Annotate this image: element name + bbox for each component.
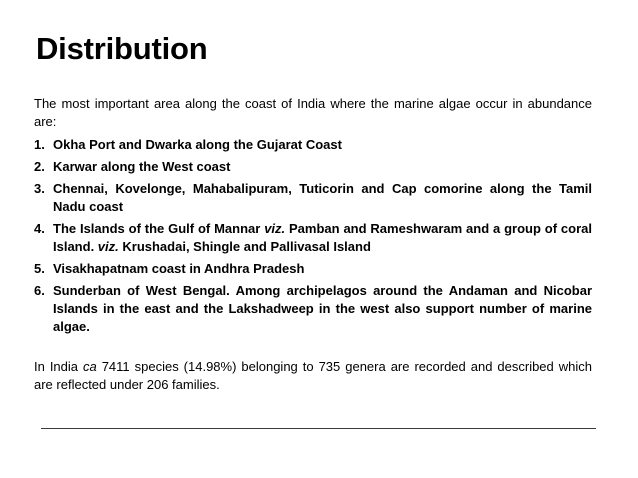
list-item xyxy=(34,136,592,154)
list-item-text: Chennai, Kovelonge, Mahabalipuram, Tuticorin and Cap comorine along the Tamil Nadu coast xyxy=(53,181,592,214)
intro-paragraph: The most important area along the coast of India where the marine algae occur in abundance are: xyxy=(34,96,592,129)
list-item-text: The Islands of the Gulf of Mannar viz. Pamban and Rameshwaram and a group of coral Island. viz. Krushadai, Shingle and Pallivasal Island xyxy=(53,221,592,254)
list-item xyxy=(34,260,592,278)
distribution-list xyxy=(34,136,592,336)
list-item-text: Visakhapatnam coast in Andhra Pradesh xyxy=(53,261,305,276)
list-item-number: 3. xyxy=(34,181,45,196)
slide-content xyxy=(34,95,592,394)
viz-abbrev: viz. xyxy=(97,239,119,254)
list-item xyxy=(34,282,592,336)
list-item-number: 5. xyxy=(34,261,45,276)
list-item xyxy=(34,158,592,176)
list-item xyxy=(34,180,592,216)
circa-abbrev: ca xyxy=(82,359,97,374)
list-item-text: Karwar along the West coast xyxy=(53,159,231,174)
list-item-number: 6. xyxy=(34,283,45,298)
list-item-text: Sunderban of West Bengal. Among archipelagos around the Andaman and Nicobar Islands in the east and the Lakshadweep in the west also support number of marine algae. xyxy=(53,283,592,334)
slide-title: Distribution xyxy=(36,31,208,66)
divider-line xyxy=(41,428,596,429)
list-item-text: Okha Port and Dwarka along the Gujarat Coast xyxy=(53,137,342,152)
list-item-number: 2. xyxy=(34,159,45,174)
list-item-number: 1. xyxy=(34,137,45,152)
list-item-number: 4. xyxy=(34,221,45,236)
viz-abbrev: viz. xyxy=(264,221,286,236)
summary-paragraph: In India ca 7411 species (14.98%) belonging to 735 genera are recorded and described which are reflected under 206 families. xyxy=(34,359,592,392)
list-item xyxy=(34,220,592,256)
